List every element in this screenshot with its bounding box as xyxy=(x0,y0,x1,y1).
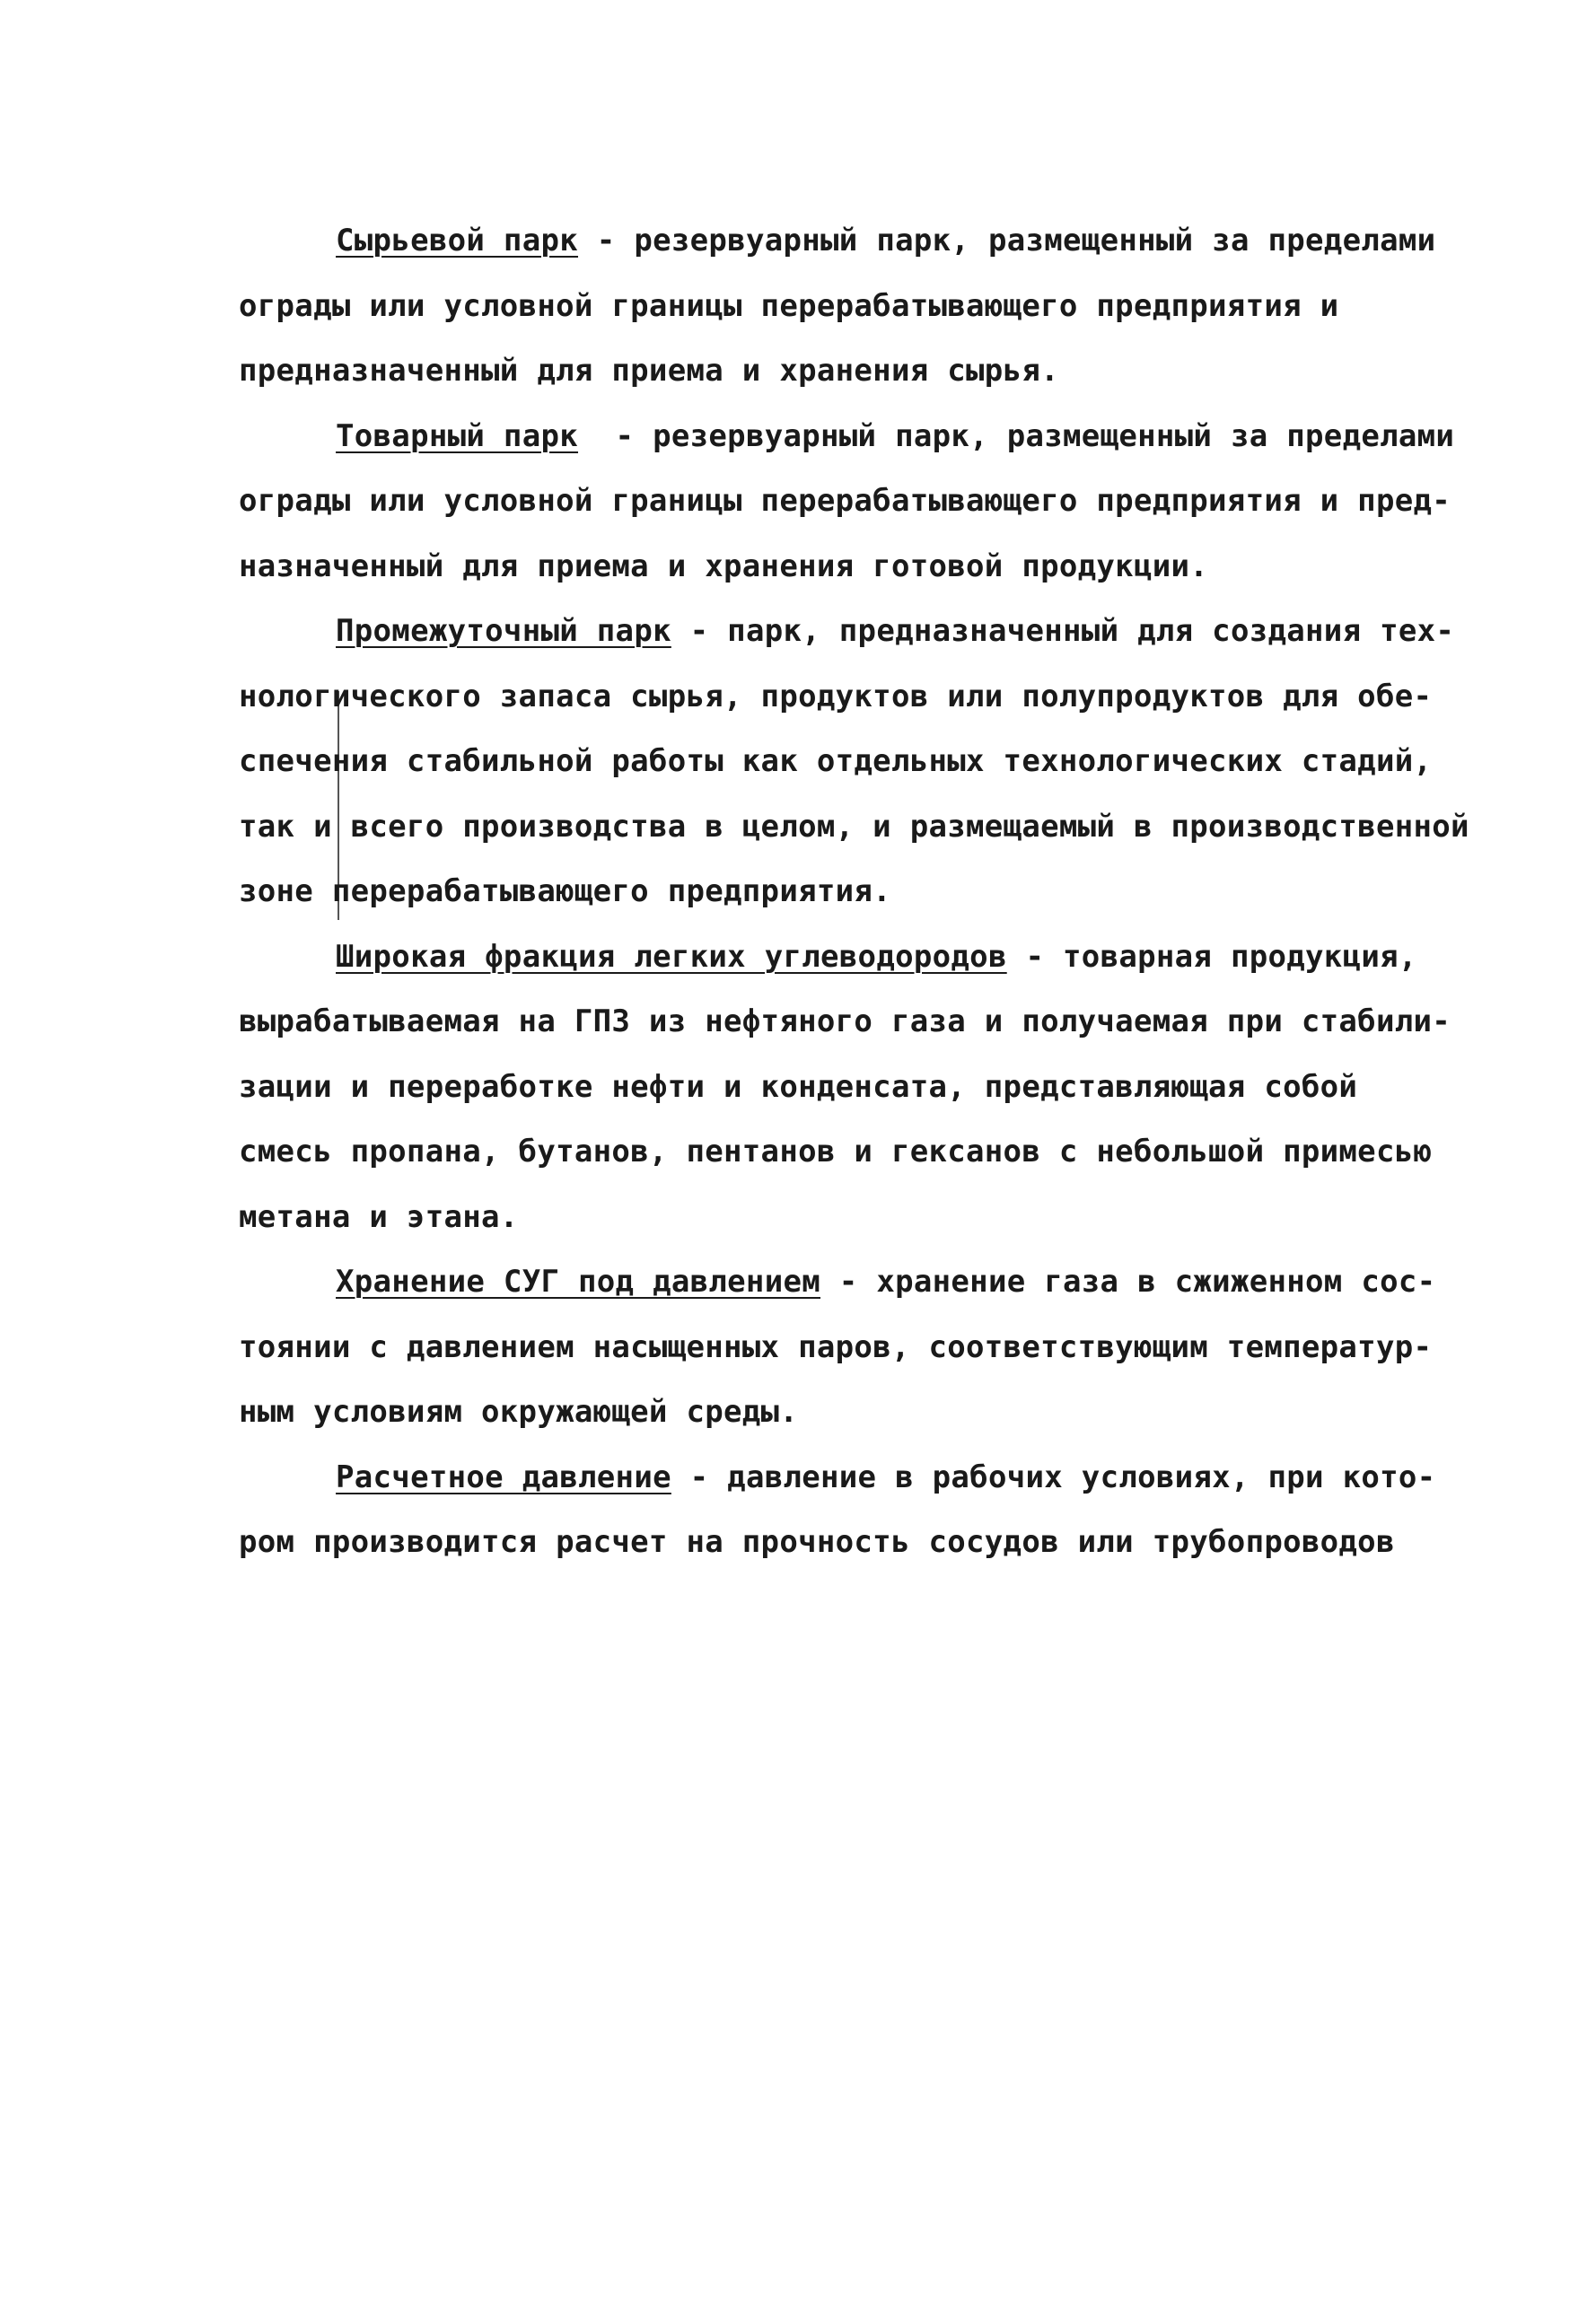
paragraph-line: зоне перерабатывающего предприятия. xyxy=(239,873,891,909)
paragraph-line: тоянии с давлением насыщенных паров, соответствующим температур- xyxy=(239,1328,1433,1365)
line-text: - давление в рабочих условиях, при кото- xyxy=(671,1459,1436,1495)
paragraph-line: нологического запаса сырья, продуктов или полупродуктов для обе- xyxy=(239,678,1433,714)
paragraph-line: ным условиям окружающей среды. xyxy=(239,1394,799,1430)
paragraph-line: ограды или условной границы перерабатывающего предприятия и пред- xyxy=(239,483,1451,519)
paragraph-line xyxy=(239,404,1531,469)
definition-lpg-pressure-storage xyxy=(239,1249,1531,1445)
paragraph-line: спечения стабильной работы как отдельных технологических стадий, xyxy=(239,743,1433,779)
definition-design-pressure xyxy=(239,1445,1531,1575)
defined-term: Хранение СУГ под давлением xyxy=(336,1264,821,1300)
paragraph-line xyxy=(239,924,1531,990)
paragraph-line: смесь пропана, бутанов, пентанов и гексанов с небольшой примесью xyxy=(239,1134,1433,1170)
paragraph-line: вырабатываемая на ГПЗ из нефтяного газа и получаемая при стабили- xyxy=(239,1003,1451,1039)
defined-term: Промежуточный парк xyxy=(336,613,671,649)
paragraph-line: зации и переработке нефти и конденсата, представляющая собой xyxy=(239,1068,1358,1105)
definition-raw-materials-park xyxy=(239,208,1531,404)
line-text: - резервуарный парк, размещенный за пределами xyxy=(578,417,1455,454)
paragraph-line: так и всего производства в целом, и размещаемый в производственной xyxy=(239,808,1469,845)
paragraph-line xyxy=(239,1249,1531,1315)
paragraph-line xyxy=(239,208,1531,274)
definitions-text xyxy=(239,208,1531,1575)
line-text: - парк, предназначенный для создания тех- xyxy=(671,613,1455,649)
paragraph-line: назначенный для приема и хранения готовой продукции. xyxy=(239,548,1209,584)
paragraph-line: метана и этана. xyxy=(239,1198,519,1235)
line-text: - хранение газа в сжиженном сос- xyxy=(820,1264,1436,1300)
line-text: - резервуарный парк, размещенный за пределами xyxy=(578,223,1436,258)
paragraph-line xyxy=(239,1445,1531,1511)
defined-term: Широкая фракция легких углеводородов xyxy=(336,938,1007,975)
line-text: - товарная продукция, xyxy=(1006,938,1417,975)
defined-term: Расчетное давление xyxy=(336,1459,671,1495)
defined-term: Товарный парк xyxy=(336,417,579,454)
paragraph-line xyxy=(239,599,1531,664)
paragraph-line: предназначенный для приема и хранения сырья. xyxy=(239,353,1059,389)
definition-intermediate-park xyxy=(239,599,1531,924)
definition-ngl-fraction xyxy=(239,924,1531,1250)
paragraph-line: ограды или условной границы перерабатывающего предприятия и xyxy=(239,287,1339,324)
definition-commodity-park xyxy=(239,404,1531,600)
defined-term: Сырьевой парк xyxy=(336,223,579,258)
paragraph-line: ром производится расчет на прочность сосудов или трубопроводов xyxy=(239,1524,1395,1560)
